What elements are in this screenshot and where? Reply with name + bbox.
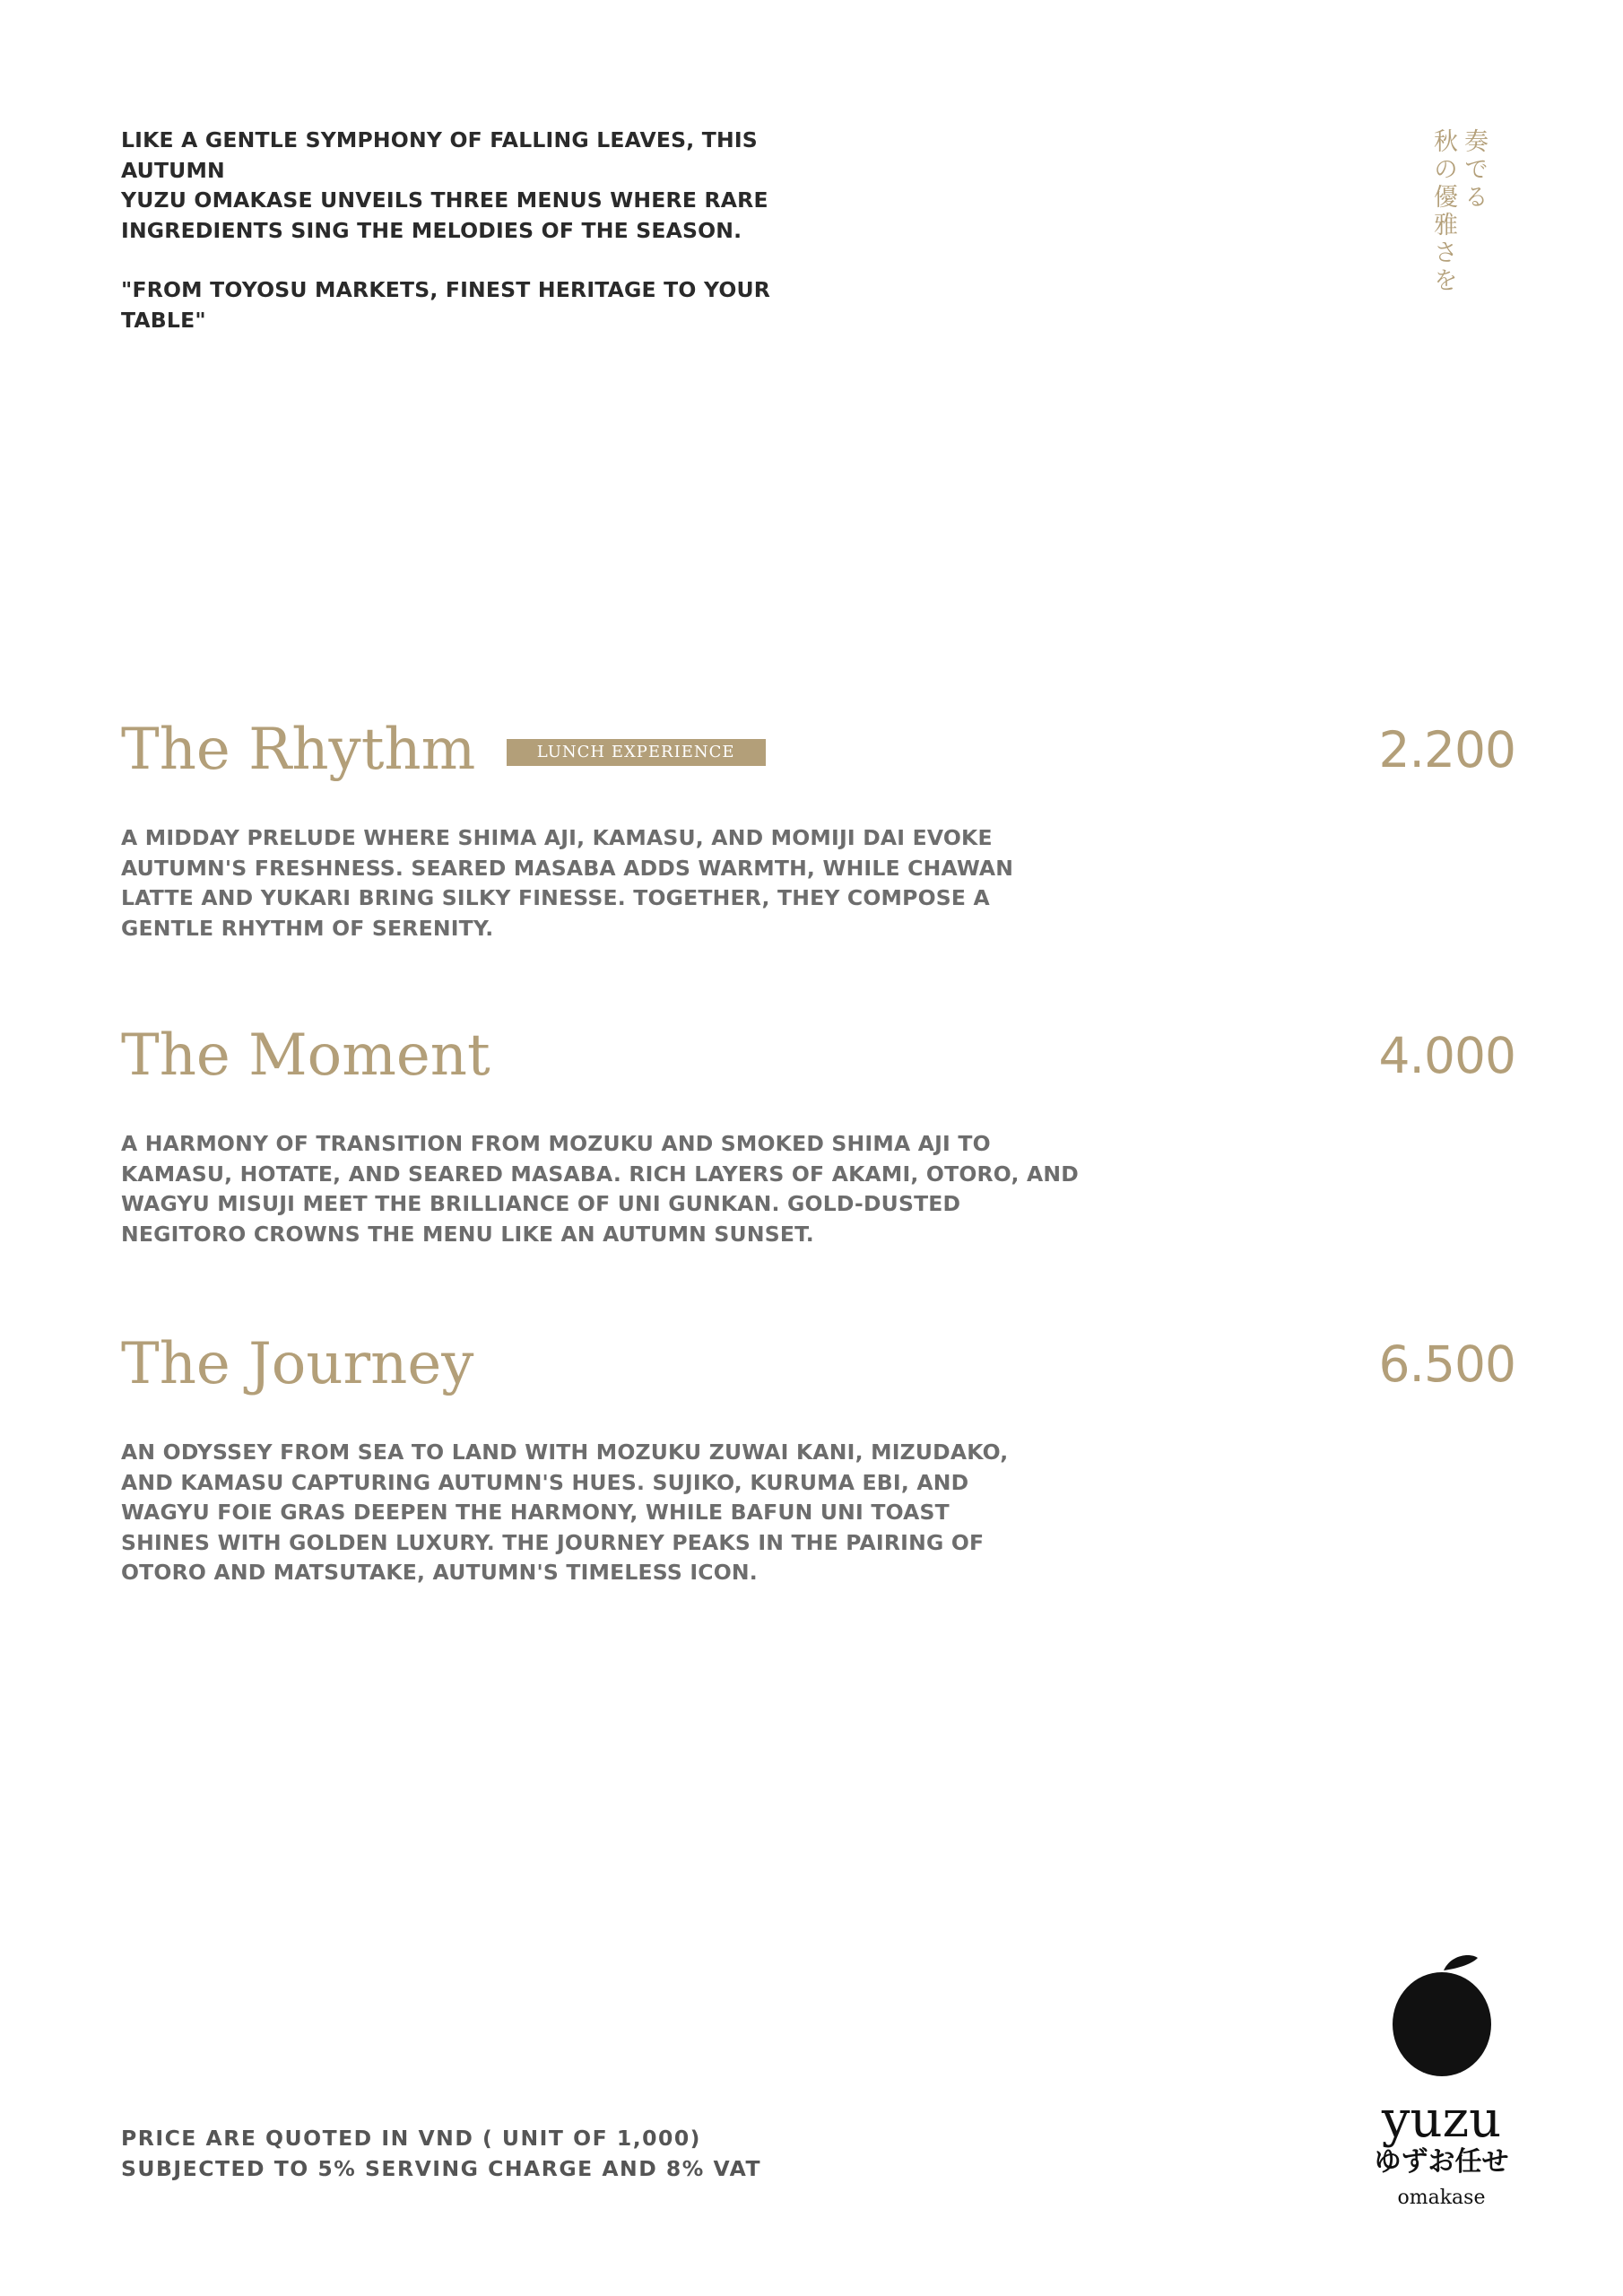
menu-item-moment [121,1020,1515,1249]
description-line: AND KAMASU CAPTURING AUTUMN'S HUES. SUJIKO, KURUMA EBI, AND [121,1469,969,1495]
menu-description [121,823,1515,944]
menu-title: The Rhythm [121,717,476,783]
description-line: GENTLE RHYTHM OF SERENITY. [121,915,494,941]
description-line: NEGITORO CROWNS THE MENU LIKE AN AUTUMN SUNSET. [121,1221,814,1247]
lunch-experience-badge: LUNCH EXPERIENCE [507,739,766,766]
yuzu-logo [1363,1951,1520,2213]
description-line: AN ODYSSEY FROM SEA TO LAND WITH MOZUKU ZUWAI KANI, MIZUDAKO, [121,1439,1009,1465]
intro-line: YUZU OMAKASE UNVEILS THREE MENUS WHERE RARE [121,187,768,213]
menu-item-rhythm [121,714,1515,944]
menu-description [121,1129,1515,1249]
price-note-line: SUBJECTED TO 5% SERVING CHARGE AND 8% VAT [121,2155,761,2181]
description-line: SHINES WITH GOLDEN LUXURY. THE JOURNEY PEAKS IN THE PAIRING OF [121,1529,985,1555]
description-line: WAGYU FOIE GRAS DEEPEN THE HARMONY, WHILE BAFUN UNI TOAST [121,1500,950,1525]
yuzu-fruit-icon [1388,1951,1496,2094]
menu-title: The Journey [121,1331,474,1397]
description-line: WAGYU MISUJI MEET THE BRILLIANCE OF UNI GUNKAN. GOLD-DUSTED [121,1191,961,1216]
intro-line: LIKE A GENTLE SYMPHONY OF FALLING LEAVES, THIS AUTUMN [121,127,758,183]
menu-price: 4.000 [1378,1027,1515,1084]
description-line: AUTUMN'S FRESHNESS. SEARED MASABA ADDS WARMTH, WHILE CHAWAN [121,855,1014,881]
intro-paragraph [121,126,838,246]
logo-wordmark: yuzu [1381,2091,1502,2149]
vertical-line: 奏でる [1460,128,1488,212]
menu-price: 2.200 [1378,721,1515,778]
price-note [121,2124,761,2184]
description-line: A HARMONY OF TRANSITION FROM MOZUKU AND SMOKED SHIMA AJI TO [121,1131,991,1156]
intro-line: INGREDIENTS SING THE MELODIES OF THE SEASON. [121,217,742,243]
intro-text [121,126,838,335]
price-note-line: PRICE ARE QUOTED IN VND ( UNIT OF 1,000) [121,2126,701,2151]
menu-price: 6.500 [1378,1335,1515,1393]
vertical-japanese-text [1428,128,1488,295]
menu-item-journey [121,1328,1515,1588]
intro-quote: "FROM TOYOSU MARKETS, FINEST HERITAGE TO YOUR TABLE" [121,277,771,333]
logo-subtitle: omakase [1397,2187,1486,2209]
logo-japanese: ゆずお任せ [1374,2146,1509,2178]
menu-title: The Moment [121,1022,490,1089]
menu-description [121,1438,1515,1588]
description-line: LATTE AND YUKARI BRING SILKY FINESSE. TOGETHER, THEY COMPOSE A [121,885,990,910]
vertical-line: 秋の優雅さを [1429,128,1457,295]
description-line: OTORO AND MATSUTAKE, AUTUMN'S TIMELESS ICON. [121,1560,758,1585]
description-line: A MIDDAY PRELUDE WHERE SHIMA AJI, KAMASU, AND MOMIJI DAI EVOKE [121,825,993,850]
description-line: KAMASU, HOTATE, AND SEARED MASABA. RICH LAYERS OF AKAMI, OTORO, AND [121,1161,1079,1187]
